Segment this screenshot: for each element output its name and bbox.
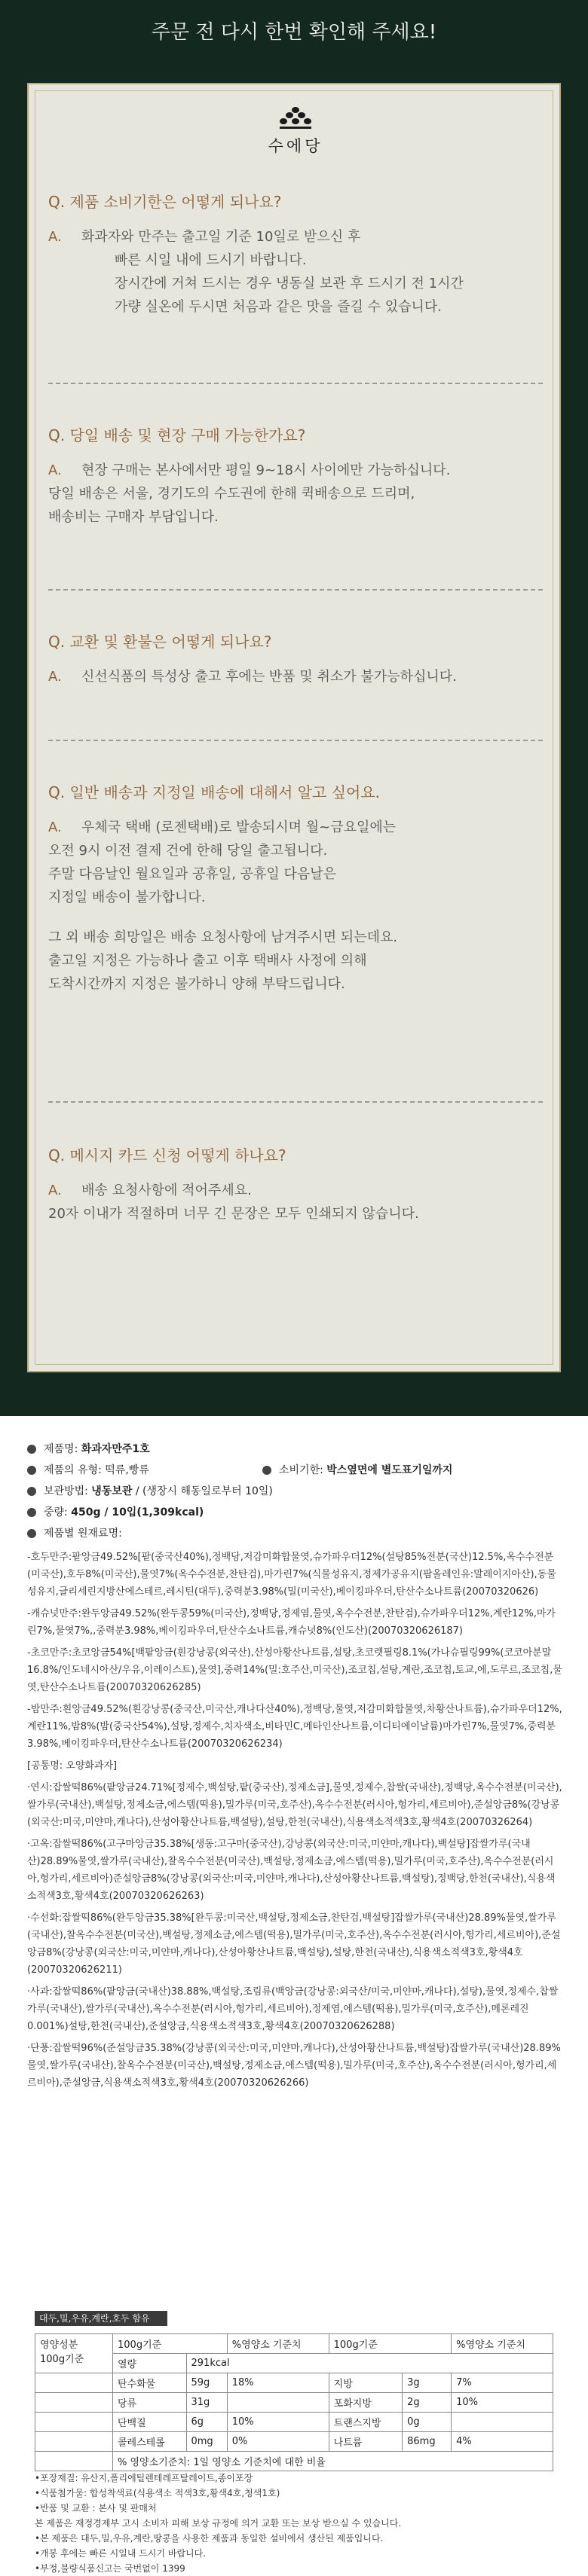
answer-line: 지정일 배송이 불가합니다. [48, 890, 206, 905]
faq-item [48, 780, 543, 996]
bullet-icon [27, 1487, 36, 1496]
page-title: 주문 전 다시 한번 확인해 주세요! [151, 21, 437, 44]
answer-line: 오전 9시 이전 결제 건에 한해 당일 출고됩니다. [48, 843, 328, 859]
faq-answer [48, 459, 543, 529]
faq-question: Q. 일반 배송과 지정일 배송에 대해서 알고 싶어요. [48, 783, 381, 801]
ingredient-paragraph: -초코만주:초코앙금54%[백팥앙금(흰강낭콩(외국산),산성아황산나트륨,설탕,초코렛필링8.1%(가나슈필링99%(코코아분말16.8%/인도네시아산/우유,이레이스트),물엿],중력14%(밀:호주산,미국산),조코칩,설탕,계란,조코칩,토교,에,도루르,조코칩,물엿,탄산수소나트륨(20070320626285) [27, 1647, 562, 1693]
table-cell: 탄수화물 [113, 2373, 187, 2393]
answer-marker: A. [48, 1183, 62, 1198]
bullet-icon [27, 1529, 36, 1538]
table-cell: 0% [227, 2432, 329, 2452]
faq-question: Q. 제품 소비기한은 어떻게 되나요? [48, 193, 282, 211]
weight-value: 450g / 10입(1,309kcal) [71, 1506, 204, 1518]
ingredient-paragraph: -밤만주:흰앙금49.52%(흰강낭콩(중국산,미국산,캐나다산40%),정백당,물엿,저감미화합물엿,차황산나트륨),슈가파우더12%,계란11%,밤8%(밤(중국산54%),설탕,정제수,치자색소,비타민C,메타인산나트륨,이디티에이날륨)마가린7%,물엿7%,중력분3.98%,베이킹파우더,탄산수소나트륨(20070320626234) [27, 1704, 562, 1750]
table-row [35, 2393, 553, 2413]
answer-line: 배송비는 구매자 부담입니다. [48, 509, 219, 525]
table-cell: 0g [403, 2413, 452, 2432]
table-cell: 6g [186, 2413, 227, 2432]
table-cell: 291kcal [186, 2354, 553, 2373]
table-cell [452, 2413, 553, 2432]
answer-line: 장시간에 거쳐 드시는 경우 냉동실 보관 후 드시기 전 1시간 [115, 276, 464, 291]
answer-line: A. 화과자와 만주는 출고일 기준 10일로 받으신 후 [81, 225, 543, 249]
table-cell: 3g [403, 2373, 452, 2393]
answer-line: A. 배송 요청사항에 적어주세요. [81, 1179, 543, 1202]
storage-value: 냉동보관 [91, 1485, 133, 1497]
table-cell: 단백질 [113, 2413, 187, 2432]
divider [48, 1101, 543, 1103]
label: 제품명: [44, 1443, 78, 1455]
table-cell: 18% [227, 2373, 329, 2393]
table-cell: 4% [452, 2432, 553, 2452]
table-cell: 지방 [329, 2373, 403, 2393]
footer-line: •본 제품은 대두,밀,우유,계란,땅콩을 사용한 제품과 동일한 설비에서 생산된 제품입니다. [35, 2533, 384, 2544]
table-cell: 2g [403, 2393, 452, 2413]
answer-marker: A. [48, 462, 62, 478]
table-row [35, 2432, 553, 2452]
answer-line: 그 외 배송 희망일은 배송 요청사항에 남겨주시면 되는데요. [48, 929, 398, 945]
ingredient-paragraph: ·사과:잡쌀떡86%(팥앙금(국내산)38.88%,백설탕,조림류(백앙금(강낭콩:외국산/미국,미얀마,캐나다),설탕),물엿,정제수,찹쌀가루(국내산),쌀가루(국내산),옥수수전분(러시아,헝가리,세르비아),정제염,에스템(떡용),밀가루(미국,호주산),메론레진0.001%)설탕,한천(국내산),준설앙금,식용색소적색3호,황색4호(20070320626288) [27, 1986, 559, 2032]
ingredient-paragraph: ·단풍:잡쌀떡96%(준설앙금35.38%(강낭콩(외국산:미국,미얀마,캐나다),산성아황산나트륨,백설탕)잡쌀가루(국내산)28.89%물엿,쌀가루(국내산),찰옥수수전분(미국산),백설탕,정제소금,에스템(떡용),밀가루(미국,호주산),옥수수전분(러시아,헝가리,세르비아),준설앙금,식용색소적색3호,황색4호(20070320626266) [27, 2043, 561, 2089]
faq-item [48, 630, 543, 688]
answer-marker: A. [48, 669, 62, 685]
nutrition-title [35, 2334, 113, 2373]
answer-line: A. 우체국 택배 (로젠택배)로 발송되시며 월~금요일에는 [81, 816, 543, 839]
expiry-value: 박스옆면에 별도표기일까지 [326, 1464, 453, 1476]
table-cell [227, 2393, 329, 2413]
footer-line: •포장재질: 유산지,폴리에틸렌테레프탈레이트,종이포장 [35, 2473, 253, 2483]
leaf-emblem-icon [277, 105, 314, 131]
answer-line: 20자 이내가 적절하며 너무 긴 문장은 모두 인쇄되지 않습니다. [48, 1206, 419, 1222]
table-cell: 열량 [113, 2354, 187, 2373]
info-row-type [27, 1460, 562, 1481]
footer-line: 본 제품은 재정경제부 고시 소비자 피해 보상 규정에 의거 교환 또는 보상 받으실 수 있습니다. [35, 2518, 402, 2529]
faq-question: Q. 메시지 카드 신청 어떻게 하나요? [48, 1146, 286, 1164]
answer-marker: A. [48, 819, 62, 835]
bullet-icon [27, 1508, 36, 1517]
table-cell: 나트륨 [329, 2432, 403, 2452]
faq-answer [48, 816, 543, 996]
faq-question: Q. 당일 배송 및 현장 구매 가능한가요? [48, 426, 306, 444]
ingredient-paragraph: ·고옥:잡쌀떡86%(고구마앙금35.38%[생동:고구마(중국산),강낭콩(외국산:미국,미얀마,캐나다),백설탕]잡쌀가루(국내산)28.89%물엿,쌀가루(국내산),찰옥수수전분(미국산),백설탕,정제소금,에스템(떡용),밀가루(미국,호주산),옥수수전분(러시아,헝가리,세르비아)준설앙금8%(강낭콩(외국산:미국,미얀마,캐나다),산성아황산나트륨,백설탕),정백당,한천(국내산),식용색소적색3호,황색4호(20070320626263) [27, 1839, 556, 1902]
product-name: 화과자만주1호 [81, 1443, 150, 1455]
label: 제품별 원재료명: [44, 1528, 122, 1540]
table-cell: 59g [186, 2373, 227, 2393]
table-cell: 31g [186, 2393, 227, 2413]
table-cell: 10% [452, 2393, 553, 2413]
table-cell: 86mg [403, 2432, 452, 2452]
divider [48, 740, 543, 741]
bullet-icon [27, 1466, 36, 1475]
table-cell: 트랜스지방 [329, 2413, 403, 2432]
table-note: % 영양소기준치: 1일 영양소 기준치에 대한 비율 [113, 2452, 553, 2471]
table-cell: 10% [227, 2413, 329, 2432]
footer-line: •부정,불량식품신고는 국번없이 1399 [35, 2563, 185, 2574]
brand-logo [255, 105, 336, 157]
answer-line: 가량 실온에 두시면 처음과 같은 맛을 즐길 수 있습니다. [115, 299, 443, 315]
bullet-icon [262, 1466, 271, 1475]
label: 보관방법: [44, 1485, 88, 1497]
footer-line: •반품 및 교환 : 본사 및 판매처 [35, 2503, 157, 2513]
table-cell: 당류 [113, 2393, 187, 2413]
answer-line: 당일 배송은 서울, 경기도의 수도권에 한해 퀵배송으로 드리며, [48, 486, 415, 502]
ingredient-paragraph: -캐슈넛만주:완두앙금49.52%(완두콩59%(미국산),정백당,정제염,물엿,옥수수전분,찬탄검),슈가파우더12%,계란12%,마가린7%,물엿7%,,중력분3.98%,베이킹파우더,탄산수소나트륨,캐슈넛8%(인도산)(20070320626187) [27, 1608, 556, 1637]
table-header: %영양소 기준치 [452, 2334, 553, 2354]
table-cell: 0mg [186, 2432, 227, 2452]
ingredient-paragraph: -호두만주:팥앙금49.52%[팥(중국산40%),정백당,저감미화합물엿,슈가파우더12%(설탕85%전분(국산)12.5%,옥수수전분(미국산),호두8%(미국산),물엿7%(옥수수전분,찬탄검),마가린7%(식물성유지,정제가공유지(팜올레인유:말레이지아산),동물성유지,글리세린지방산에스테르,레시틴(대두),중력분3.98%(밀(미국산),베이킹파우더,탄산수소나트륨(20070320626) [27, 1552, 556, 1598]
product-type: 제품의 유형: 떡류,빵류 [44, 1464, 149, 1476]
answer-line: 출고일 지정은 가능하나 출고 이후 택배사 사정에 의해 [48, 953, 367, 969]
brand-name: 수에당 [268, 137, 323, 155]
footer-notes [35, 2471, 562, 2576]
ingredient-paragraph: ·수선화:잡쌀떡86%(완두앙금35.38%[완두콩:미국산,백설탕,정제소금,찬탄검,백설탕]잡쌀가루(국내산)28.89%물엿,쌀가루(국내산),찰옥수수전분(미국산),백설탕,정제소금,에스템(떡용),밀가루(미국,호주산),옥수수전분(러시아,헝가리,세르비아),준설앙금8%(강낭콩(외국산:미국,미얀마,캐나다),산성아황산나트륨,백설탕),설탕,한천(국내산),식용색소적색3호,황색4호(20070320626211) [27, 1912, 561, 1976]
table-cell: 포화지방 [329, 2393, 403, 2413]
info-row-weight [27, 1502, 562, 1523]
faq-card [27, 83, 561, 1372]
answer-line: 빠른 시일 내에 드시기 바랍니다. [115, 252, 307, 268]
allergen-bar: 대두,밀,우유,계란,호두 함유 [35, 2311, 167, 2326]
answer-line: 도착시간까지 지정은 불가하니 양해 부탁드립니다. [48, 976, 345, 992]
table-header: 100g기준 [329, 2334, 451, 2354]
faq-answer [48, 665, 543, 688]
faq-item [48, 423, 543, 529]
label: 100g기준 [40, 2354, 84, 2365]
info-row-storage [27, 1481, 562, 1502]
table-cell: 7% [452, 2373, 553, 2393]
info-row-ingredients [27, 1523, 562, 1544]
storage-note: / (생장시 해동일로부터 10일) [135, 1485, 273, 1497]
label: 중량: [44, 1506, 68, 1518]
faq-answer [48, 225, 543, 319]
ingredient-paragraph: ·연시:잡쌀떡86%(팥앙금24.71%[정제수,백설탕,팥(중국산),정제소금],물엿,정제수,찹쌀(국내산),정백당,옥수수전분(미국산),쌀가루(국내산),백설탕,정제소금,에스템(떡용),밀가루(미국,호주산),옥수수전분(러시아,헝가리,세르비아),준설앙금8%(강낭콩(외국산:미국,미얀마,캐나다),산성아황산나트륨,백설탕),설탕,한천(국내산),식용색소적색3호,황색4호(20070326264) [27, 1782, 562, 1828]
ingredient-paragraph: [공통명: 오양화과자] [27, 1760, 118, 1772]
label: 소비기한: [279, 1464, 323, 1476]
answer-marker: A. [48, 229, 62, 245]
faq-question: Q. 교환 및 환불은 어떻게 되나요? [48, 633, 272, 651]
footer-line: •개봉 후에는 빠른 시일내 드시기 바랍니다. [35, 2548, 207, 2559]
answer-line: 주말 다음날인 월요일과 공휴일, 공휴일 다음날은 [48, 866, 337, 882]
faq-item [48, 190, 543, 319]
answer-line: A. 현장 구매는 본사에서만 평일 9~18시 사이에만 가능하십니다. [81, 459, 543, 482]
divider [48, 383, 543, 384]
info-row-name [27, 1439, 562, 1460]
product-info [27, 1439, 562, 2092]
label: 영양성분 [40, 2339, 78, 2351]
table-row [35, 2413, 553, 2432]
faq-answer [48, 1179, 543, 1225]
nutrition-table [35, 2333, 553, 2471]
table-cell: 콜레스테롤 [113, 2432, 187, 2452]
faq-item [48, 1143, 543, 1225]
bullet-icon [27, 1445, 36, 1454]
footer-line: •식품첨가물: 합성착색료(식용색소 적색3호,황색4호,청색1호) [35, 2488, 280, 2498]
divider [48, 589, 543, 591]
table-header: 100g기준 [113, 2334, 228, 2354]
table-row [35, 2373, 553, 2393]
table-header: %영양소 기준치 [227, 2334, 329, 2354]
answer-line: A. 신선식품의 특성상 출고 후에는 반품 및 취소가 불가능하십니다. [81, 665, 543, 688]
